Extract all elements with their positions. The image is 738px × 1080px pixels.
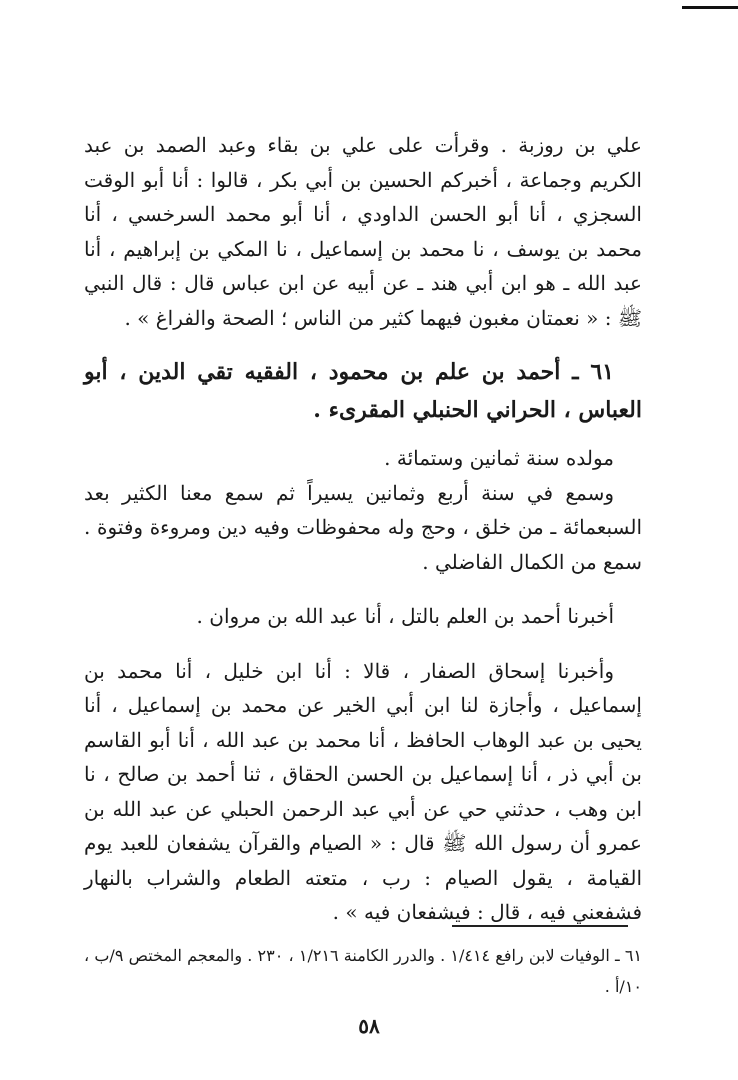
footnote-separator	[452, 925, 628, 927]
paragraph-study: وسمع في سنة أربع وثمانين يسيراً ثم سمع معنا الكثير بعد السبعمائة ـ من خلق ، وحج وله محفوظات وفيه دين ومروءة وفتوة . سمع من الكمال الفاضلي .	[84, 480, 642, 574]
footnote: ٦١ ـ الوفيات لابن رافع ١/٤١٤ . والدرر الكامنة ١/٢١٦ ، ٢٣٠ . والمعجم المختص ٩/ب ، ١٠/أ .	[84, 946, 643, 996]
paragraph-birth: مولده سنة ثمانين وستمائة .	[384, 446, 614, 470]
biography-heading: ٦١ ـ أحمد بن علم بن محمود ، الفقيه تقي الدين ، أبو العباس ، الحراني الحنبلي المقرىء .	[84, 359, 642, 423]
paragraph-hadith-2: وأخبرنا إسحاق الصفار ، قالا : أنا ابن خليل ، أنا محمد بن إسماعيل ، وأجازة لنا ابن أبي الخير عن محمد بن إسماعيل ، أنا يحيى بن عبد الوهاب الحافظ ، أنا محمد بن عبد الله ، أنا أبو القاسم بن أبي ذر ، أنا إسماعيل بن الحسن الحقاق ، ثنا أحمد بن صالح ، نا ابن وهب ، حدثني حي عن أبي عبد الرحمن الحبلي عن عبد الله بن عمرو أن رسول الله ﷺ قال : « الصيام والقرآن يشفعان للعبد يوم القيامة ، يقول الصيام : رب ، متعته الطعام والشراب بالنهار فشفعني فيه ، قال : فيشفعان فيه » .	[84, 658, 642, 924]
page-number: ٥٨	[358, 1014, 380, 1038]
header-rule	[682, 6, 738, 9]
page-body	[84, 128, 642, 930]
paragraph-isnad: أخبرنا أحمد بن العلم بالتل ، أنا عبد الله بن مروان .	[196, 604, 614, 628]
paragraph-hadith-1: علي بن روزبة . وقرأت على علي بن بقاء وعبد الصمد بن عبد الكريم وجماعة ، أخبركم الحسين بن أبي بكر ، قالوا : أنا أبو الوقت السجزي ، أنا أبو الحسن الداودي ، أنا أبو محمد السرخسي ، أنا محمد بن يوسف ، نا محمد بن إسماعيل ، نا المكي بن إبراهيم ، أنا عبد الله ـ هو ابن أبي هند ـ عن أبيه عن ابن عباس قال : قال النبي ﷺ : « نعمتان مغبون فيهما كثير من الناس ؛ الصحة والفراغ » .	[84, 133, 642, 330]
